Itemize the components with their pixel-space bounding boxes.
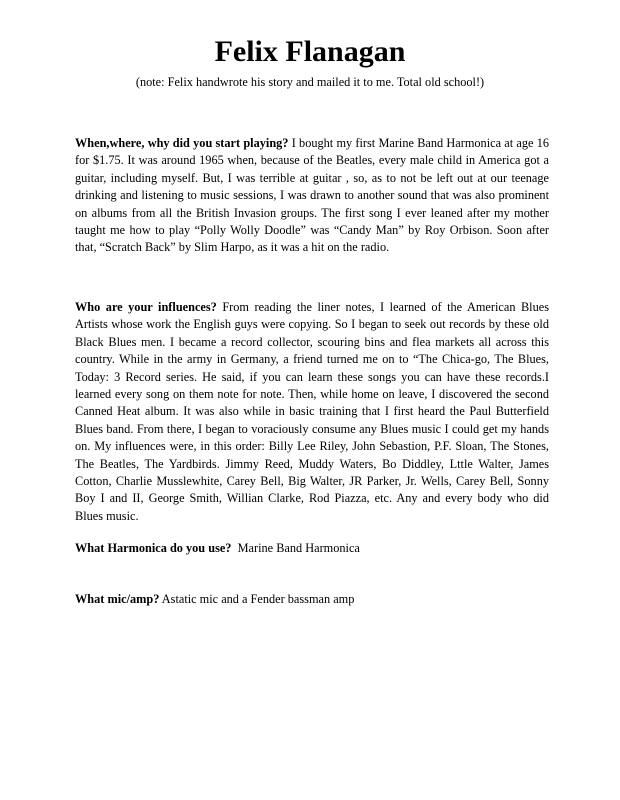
question-harmonica: What Harmonica do you use?: [75, 541, 232, 555]
page-title: Felix Flanagan: [214, 35, 406, 68]
question-mic-amp: What mic/amp?: [75, 592, 160, 606]
answer-harmonica: Marine Band Harmonica: [237, 541, 360, 555]
qa-influences: [75, 299, 549, 525]
qa-mic-amp: [75, 591, 549, 608]
question-start-playing: When,where, why did you start playing?: [75, 136, 289, 150]
question-influences: Who are your influences?: [75, 300, 217, 314]
answer-influences: From reading the liner notes, I learned of the American Blues Artists whose work the English guys were copying. So I began to seek out records by these old Black Blues men. I became a record collector, scouring bins and flea markets all across this country. While in the army in Germany, a friend turned me on to “The Chica-go, The Blues, Today: 3 Record series. He said, if you can learn these songs you can have these records.I learned every song on them note for note. Then, while home on leave, I discovered the second Canned Heat album. It was also while in basic training that I first heard the Paul Butterfield Blues band. From there, I began to voraciously consume any Blues music I could get my hands on. My influences were, in this order: Billy Lee Riley, John Sebastion, P.F. Sloan, The Stones, The Beatles, The Yardbirds. Jimmy Reed, Muddy Waters, Bo Diddley, Lttle Walter, James Cotton, Charlie Musslewhite, Carey Bell, Big Walter, JR Parker, Jr. Wells, Carey Bell, Sonny Boy I and II, George Smith, Willian Clarke, Rod Piazza, etc. Any and every body who did Blues music.: [75, 300, 549, 523]
qa-harmonica: [75, 540, 549, 557]
answer-mic-amp: Astatic mic and a Fender bassman amp: [161, 592, 355, 606]
answer-start-playing: I bought my first Marine Band Harmonica at age 16 for $1.75. It was around 1965 when, because of the Beatles, every male child in America got a guitar, including myself. But, I was terrible at guitar , so, as to not be left out at our teenage drinking and listening to music sessions, I was drawn to another sound that was also prominent on albums from all the British Invasion groups. The first song I ever leaned after my mother taught me how to play “Polly Wolly Doodle” was “Candy Man” by Roy Orbison. Soon after that, “Scratch Back” by Slim Harpo, as it was a hit on the radio.: [75, 136, 549, 255]
page-note: (note: Felix handwrote his story and mailed it to me. Total old school!): [135, 75, 485, 89]
qa-start-playing: [75, 135, 549, 257]
